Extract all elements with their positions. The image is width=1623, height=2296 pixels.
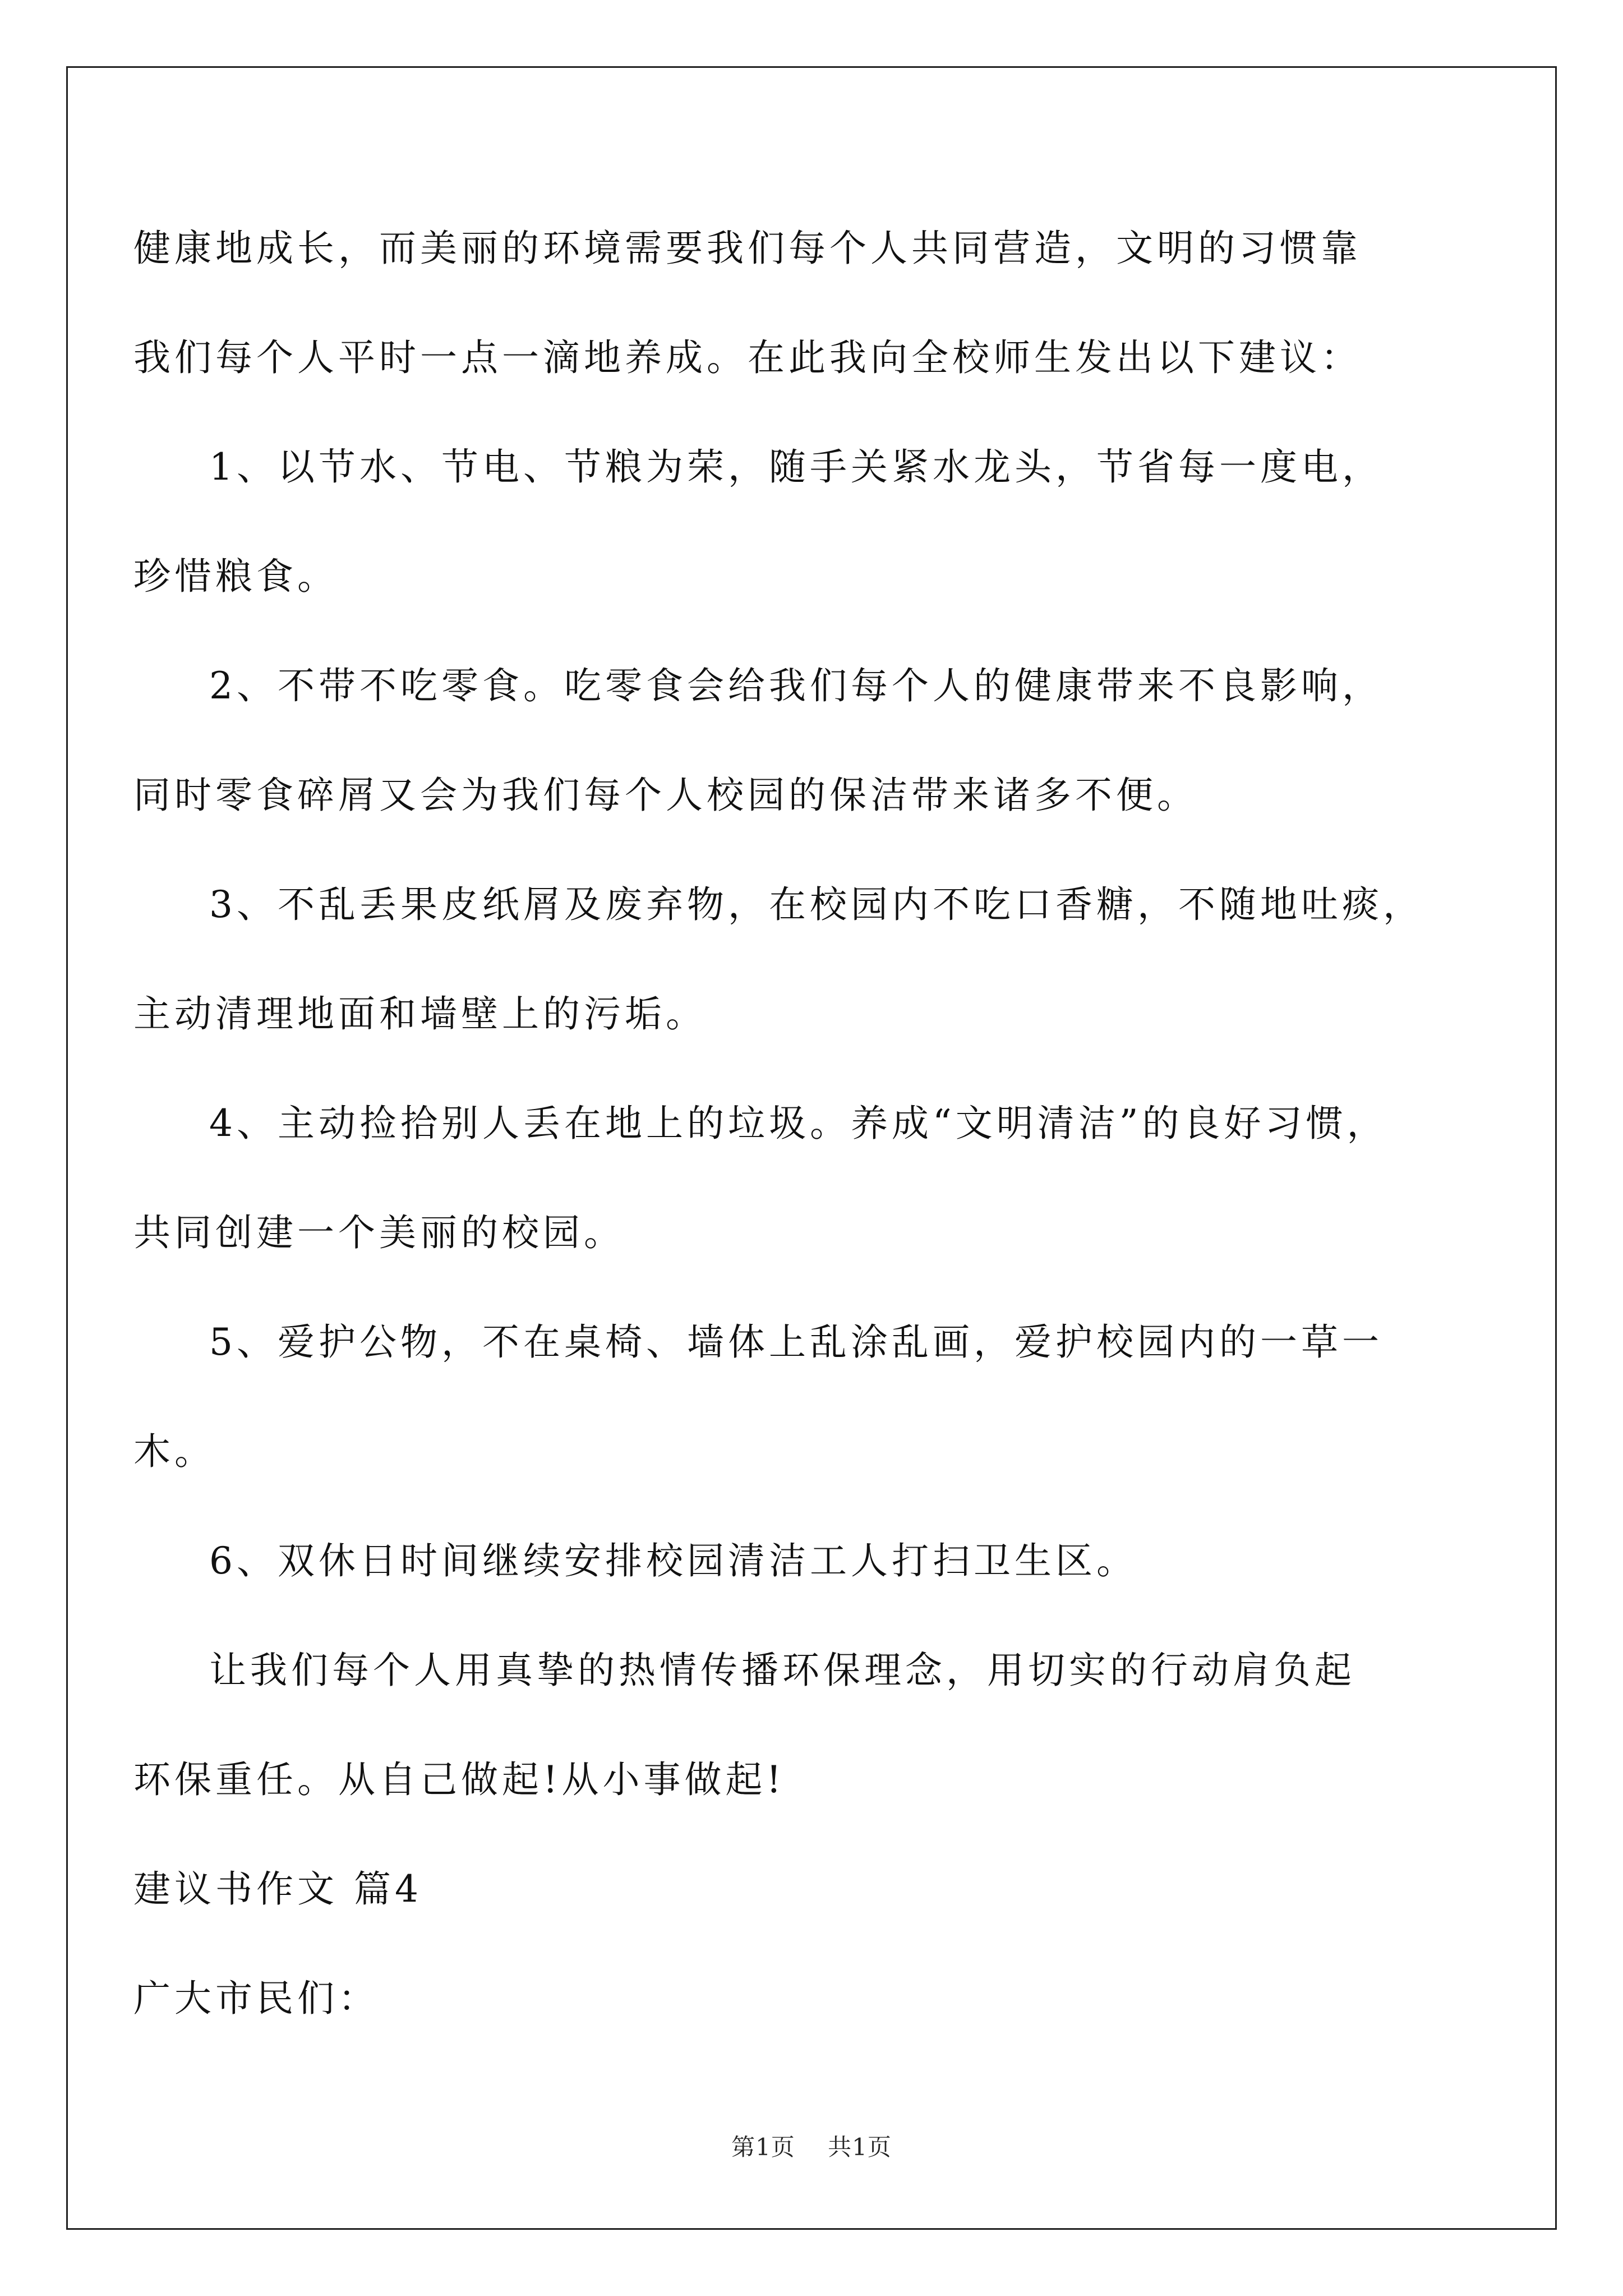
closing-paragraph: 让我们每个人用真挚的热情传播环保理念，用切实的行动肩负起 [209, 1649, 1355, 1692]
text-line: 我们每个人平时一点一滴地养成。在此我向全校师生发出以下建议： [133, 336, 1362, 379]
text-line: 木。 [133, 1430, 215, 1473]
current-page-label: 第1页 [731, 2133, 795, 2161]
total-pages-label: 共1页 [828, 2133, 892, 2161]
text-line: 健康地成长，而美丽的环境需要我们每个人共同营造，文明的习惯靠 [133, 227, 1362, 270]
list-item-6: 6、双休日时间继续安排校园清洁工人打扫卫生区。 [209, 1539, 1137, 1582]
text-line: 共同创建一个美丽的校园。 [133, 1211, 625, 1254]
list-item-3: 3、不乱丢果皮纸屑及废弃物，在校园内不吃口香糖，不随地吐痰， [209, 883, 1424, 926]
text-line: 环保重任。从自己做起!从小事做起! [133, 1758, 786, 1801]
text-line: 珍惜粮食。 [133, 555, 338, 598]
salutation: 广大市民们： [133, 1977, 379, 2020]
text-line: 主动清理地面和墙壁上的污垢。 [133, 992, 707, 1036]
list-item-2: 2、不带不吃零食。吃零食会给我们每个人的健康带来不良影响， [209, 664, 1383, 707]
list-item-1: 1、以节水、节电、节粮为荣，随手关紧水龙头，节省每一度电， [209, 445, 1383, 489]
list-item-4: 4、主动捡拾别人丢在地上的垃圾。养成“文明清洁”的良好习惯， [209, 1102, 1388, 1145]
section-heading: 建议书作文 篇4 [133, 1867, 422, 1911]
list-item-5: 5、爱护公物，不在桌椅、墙体上乱涂乱画，爱护校园内的一草一 [209, 1320, 1383, 1364]
page-footer [0, 2129, 1623, 2162]
text-line: 同时零食碎屑又会为我们每个人校园的保洁带来诸多不便。 [133, 774, 1198, 817]
